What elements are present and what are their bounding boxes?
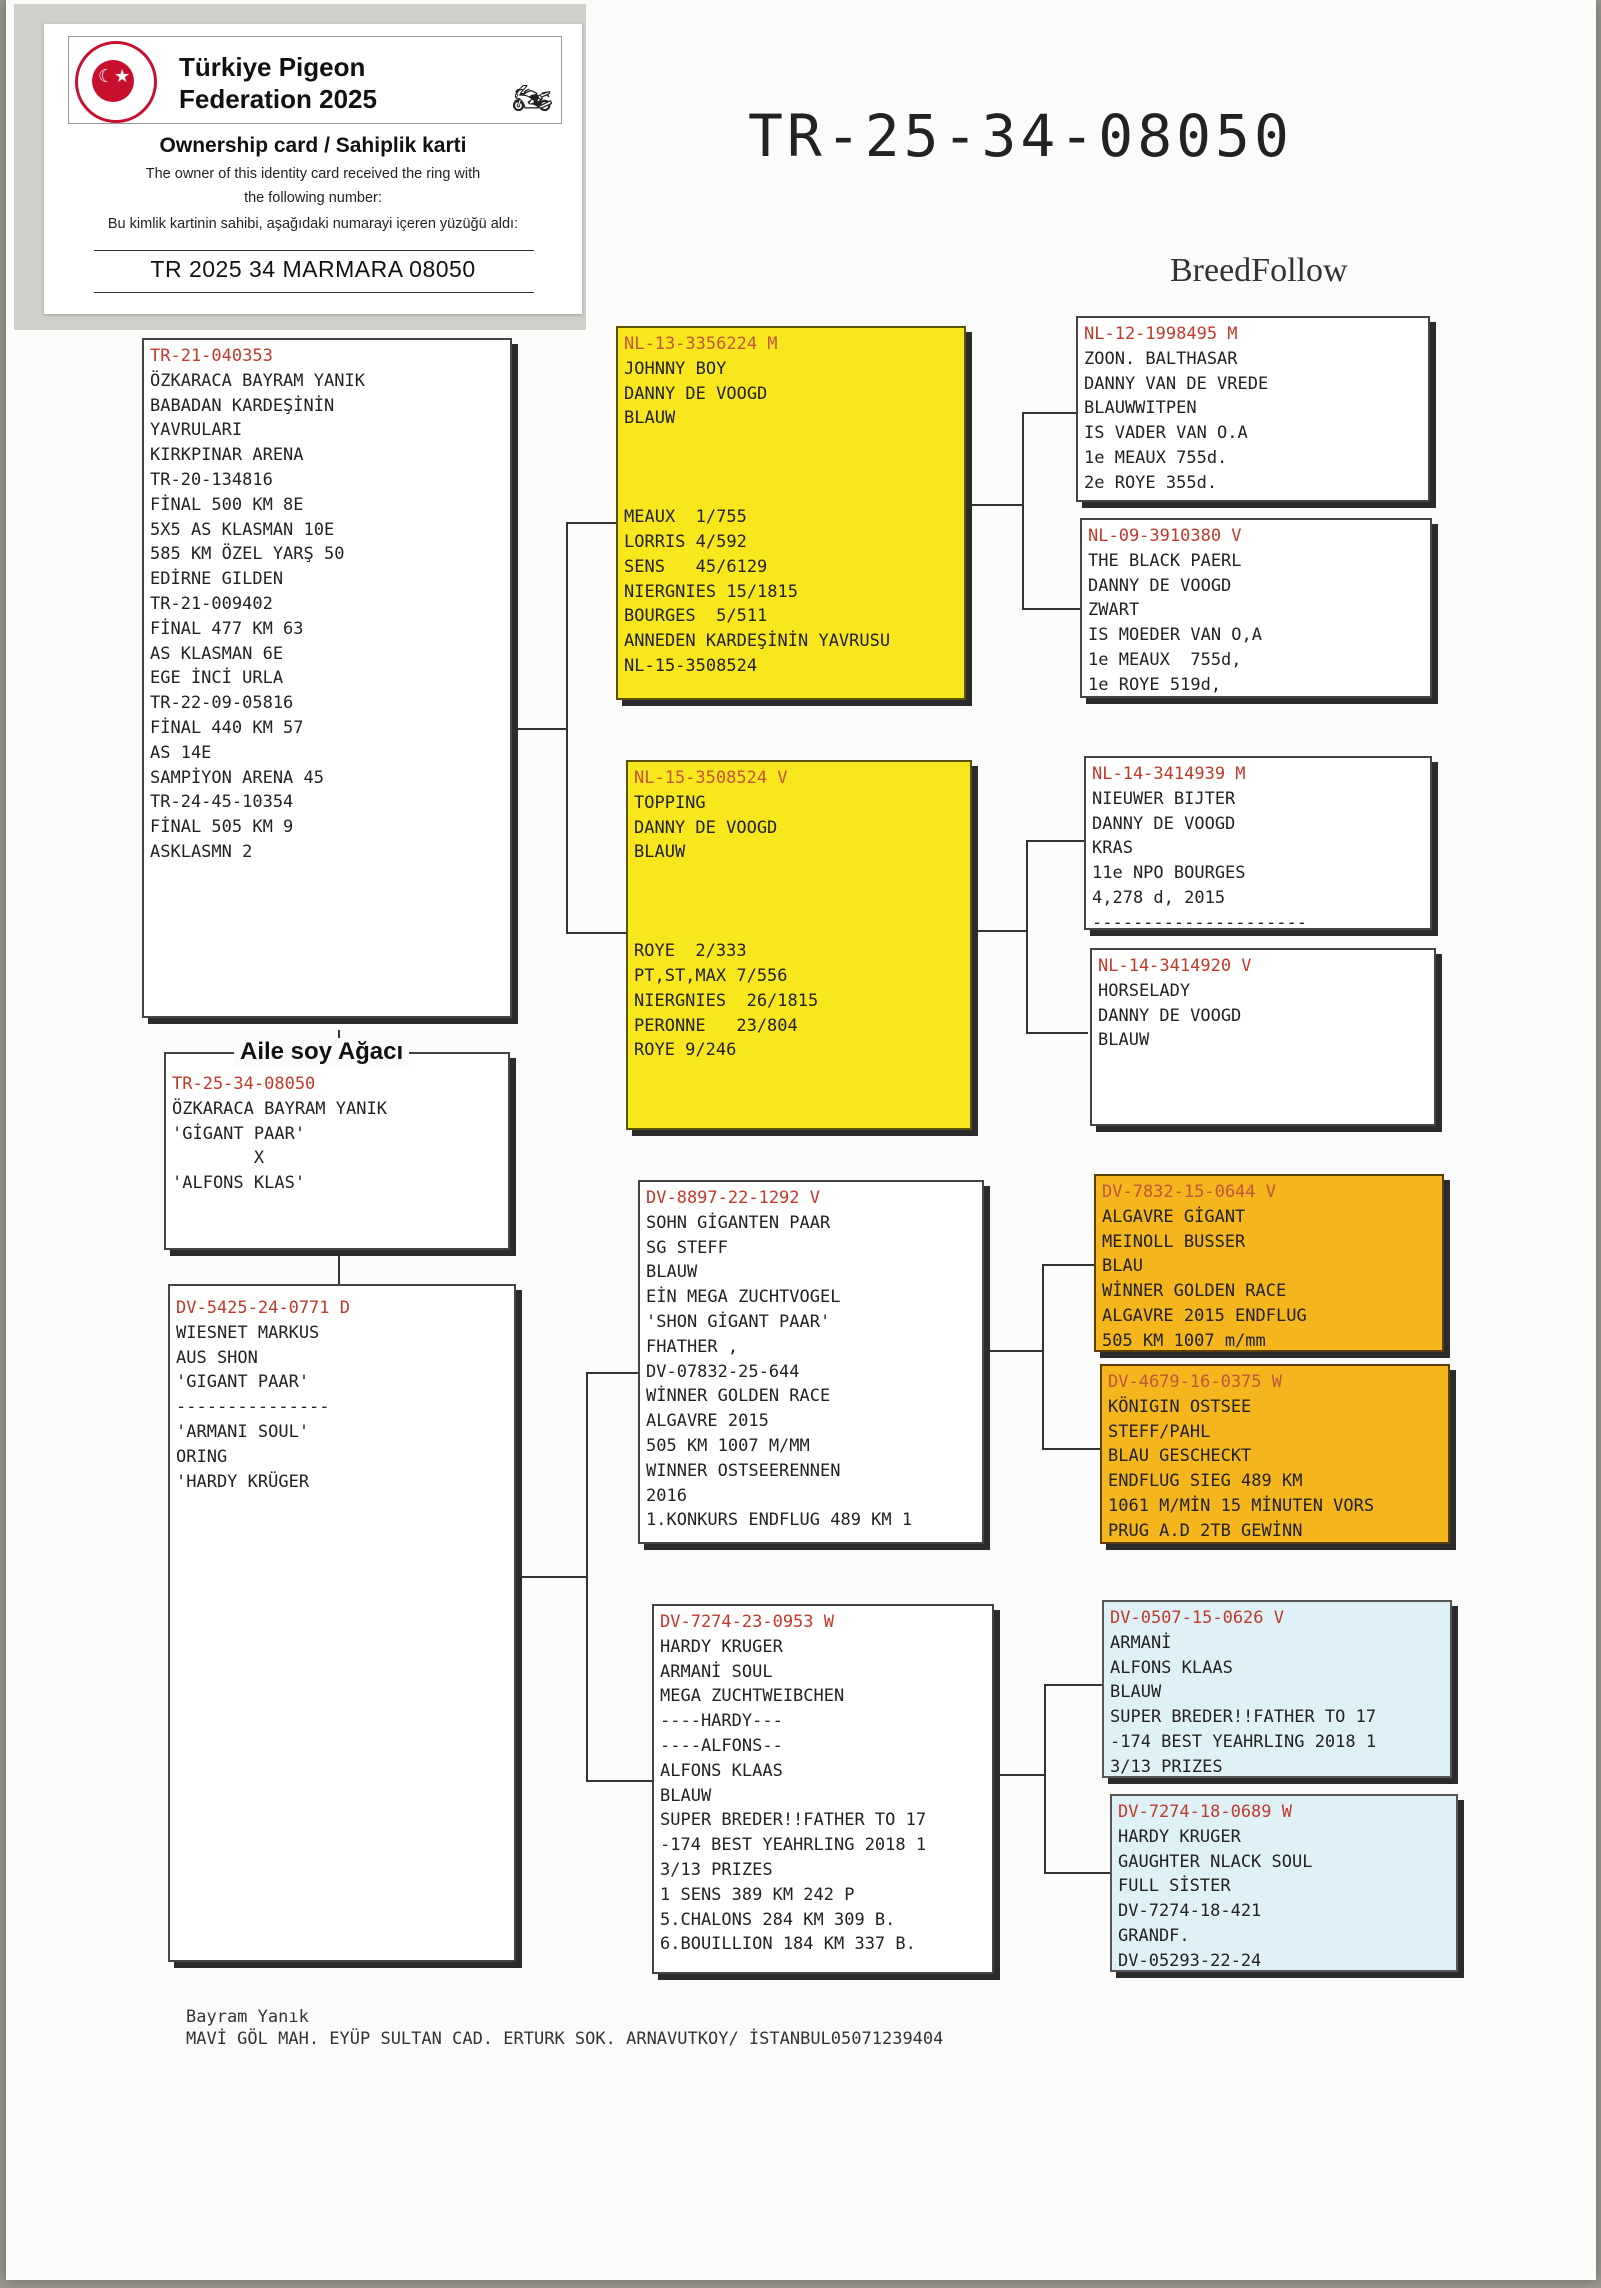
info-line: 5X5 AS KLASMAN 10E bbox=[150, 519, 335, 540]
info-line: ENDFLUG SIEG 489 KM bbox=[1108, 1471, 1303, 1492]
dss-box bbox=[1094, 1174, 1444, 1352]
info-line: 1061 M/MİN 15 MİNUTEN VORS bbox=[1108, 1495, 1375, 1516]
ssd-box bbox=[1080, 518, 1432, 698]
result-line: PT,ST,MAX 7/556 bbox=[634, 965, 788, 986]
info-line: WINNER OSTSEERENNEN bbox=[646, 1460, 841, 1481]
info-line: DANNY VAN DE VREDE bbox=[1084, 373, 1269, 394]
info-line: 'SHON GİGANT PAAR' bbox=[646, 1311, 831, 1332]
info-line: 1 SENS 389 KM 242 P bbox=[660, 1884, 855, 1905]
info-line: SG STEFF bbox=[646, 1237, 728, 1258]
info-line: ARMANİ bbox=[1110, 1632, 1172, 1653]
result-line: NL-15-3508524 bbox=[624, 655, 758, 676]
info-line: YAVRULARI bbox=[150, 420, 243, 441]
info-line: 505 KM 1007 m/mm bbox=[1102, 1330, 1266, 1351]
motorbike-icon: 🏍 bbox=[512, 79, 553, 117]
info-line: DV-07832-25-644 bbox=[646, 1361, 800, 1382]
info-line: 1e ROYE 519d, bbox=[1088, 674, 1222, 695]
info-line: WİNNER GOLDEN RACE bbox=[646, 1386, 831, 1407]
info-line: 11e NPO BOURGES bbox=[1092, 863, 1246, 884]
info-line: TOPPING bbox=[634, 792, 706, 813]
info-line: EİN MEGA ZUCHTVOGEL bbox=[646, 1287, 841, 1308]
info-line: ASKLASMN 2 bbox=[150, 841, 253, 862]
info-line: TR-24-45-10354 bbox=[150, 792, 294, 813]
ownership-card bbox=[44, 24, 582, 314]
info-line: DANNY DE VOOGD bbox=[634, 817, 778, 838]
info-line: NIEUWER BIJTER bbox=[1092, 788, 1236, 809]
sss-box bbox=[1076, 316, 1430, 502]
result-line: SENS 45/6129 bbox=[624, 556, 768, 577]
info-line: MEGA ZUCHTWEIBCHEN bbox=[660, 1686, 845, 1707]
info-line: 505 KM 1007 M/MM bbox=[646, 1435, 810, 1456]
ownership-card-frame bbox=[14, 4, 586, 330]
info-line: MEINOLL BUSSER bbox=[1102, 1231, 1246, 1252]
info-line: ----HARDY--- bbox=[660, 1711, 783, 1732]
sire-dam-box bbox=[626, 760, 972, 1130]
spacer bbox=[624, 431, 958, 505]
info-line: 2e ROYE 355d. bbox=[1084, 472, 1218, 493]
info-line: AS 14E bbox=[150, 742, 212, 763]
result-line: PERONNE 23/804 bbox=[634, 1015, 798, 1036]
info-line: BLAUW bbox=[1110, 1682, 1162, 1703]
card-rule-bottom bbox=[94, 292, 534, 293]
info-line: 2016 bbox=[646, 1485, 687, 1506]
info-line: ÖZKARACA BAYRAM YANIK bbox=[150, 370, 365, 391]
info-line: DANNY DE VOOGD bbox=[1092, 813, 1236, 834]
info-line: ZWART bbox=[1088, 600, 1140, 621]
card-text-en-1: The owner of this identity card received the ring with bbox=[145, 166, 481, 182]
info-line: 3/13 PRIZES bbox=[660, 1859, 773, 1880]
info-line: STEFF/PAHL bbox=[1108, 1421, 1211, 1442]
result-line: ANNEDEN KARDEŞİNİN YAVRUSU bbox=[624, 631, 891, 652]
info-line: 6.BOUILLION 184 KM 337 B. bbox=[660, 1934, 916, 1955]
info-line: BLAUWWITPEN bbox=[1084, 398, 1197, 419]
result-line: ROYE 9/246 bbox=[634, 1040, 737, 1061]
info-line: 'HARDY KRÜGER bbox=[176, 1471, 310, 1492]
ring-number: NL-13-3356224 M bbox=[624, 334, 778, 354]
info-line: AUS SHON bbox=[176, 1347, 258, 1368]
info-line: IS MOEDER VAN O,A bbox=[1088, 625, 1262, 646]
info-line: BLAUW bbox=[1098, 1030, 1150, 1051]
info-line: -174 BEST YEAHRLING 2018 1 bbox=[660, 1835, 927, 1856]
info-line: 'ARMANI SOUL' bbox=[176, 1421, 310, 1442]
info-line: DV-05293-22-24 bbox=[1118, 1950, 1262, 1971]
info-line: DV-7274-18-421 bbox=[1118, 1901, 1262, 1922]
info-line: BLAUW bbox=[624, 408, 676, 429]
ring-number: NL-12-1998495 M bbox=[1084, 324, 1238, 344]
info-line: HORSELADY bbox=[1098, 980, 1191, 1001]
info-line: X bbox=[172, 1148, 265, 1169]
info-line: -174 BEST YEAHRLING 2018 1 bbox=[1110, 1731, 1377, 1752]
info-line: FHATHER , bbox=[646, 1336, 739, 1357]
info-line: BLAUW bbox=[634, 842, 686, 863]
ring-number: NL-15-3508524 V bbox=[634, 768, 788, 788]
info-line: KRAS bbox=[1092, 838, 1133, 859]
info-line: FULL SİSTER bbox=[1118, 1876, 1231, 1897]
result-line: LORRIS 4/592 bbox=[624, 531, 747, 552]
ring-number: DV-5425-24-0771 D bbox=[176, 1298, 350, 1318]
sire-sire-box bbox=[616, 326, 966, 700]
result-line: NIERGNIES 15/1815 bbox=[624, 581, 798, 602]
ddd-box bbox=[1110, 1794, 1458, 1972]
federation-title bbox=[179, 51, 377, 115]
ring-number: DV-0507-15-0626 V bbox=[1110, 1608, 1284, 1628]
info-line: WIESNET MARKUS bbox=[176, 1322, 320, 1343]
result-line: ROYE 2/333 bbox=[634, 941, 747, 962]
ring-number-title: TR-25-34-08050 bbox=[748, 102, 1293, 170]
info-line: AS KLASMAN 6E bbox=[150, 643, 284, 664]
info-line: DANNY DE VOOGD bbox=[1088, 575, 1232, 596]
info-line: BLAU bbox=[1102, 1256, 1143, 1277]
info-line: WİNNER GOLDEN RACE bbox=[1102, 1281, 1287, 1302]
info-line: SAMPİYON ARENA 45 bbox=[150, 767, 324, 788]
dsd-box bbox=[1100, 1364, 1450, 1544]
dam-info-box bbox=[168, 1284, 516, 1962]
federation-logo-icon bbox=[75, 41, 157, 123]
info-line: JOHNNY BOY bbox=[624, 358, 727, 379]
ring-number: DV-7274-23-0953 W bbox=[660, 1612, 834, 1632]
card-text-en-2: the following number: bbox=[244, 190, 382, 206]
info-line: --------------- bbox=[176, 1397, 330, 1418]
ring-number: NL-09-3910380 V bbox=[1088, 526, 1242, 546]
info-line: ORING bbox=[176, 1446, 228, 1467]
dam-sire-box bbox=[638, 1180, 984, 1544]
info-line: 1.KONKURS ENDFLUG 489 KM 1 bbox=[646, 1510, 913, 1531]
info-line: HARDY KRUGER bbox=[1118, 1826, 1241, 1847]
info-line: --------------------- bbox=[1092, 912, 1307, 930]
info-line: GAUGHTER NLACK SOUL bbox=[1118, 1851, 1313, 1872]
info-line: SOHN GİGANTEN PAAR bbox=[646, 1212, 831, 1233]
info-line: FİNAL 440 KM 57 bbox=[150, 717, 304, 738]
sds-box bbox=[1084, 756, 1432, 930]
info-line: DANNY DE VOOGD bbox=[624, 383, 768, 404]
info-line: ALGAVRE 2015 bbox=[646, 1411, 769, 1432]
info-line: 585 KM ÖZEL YARŞ 50 bbox=[150, 544, 345, 565]
card-ring-number: TR 2025 34 MARMARA 08050 bbox=[150, 256, 476, 282]
info-line: KIRKPINAR ARENA bbox=[150, 445, 304, 466]
info-line: GRANDF. bbox=[1118, 1925, 1190, 1946]
result-line: BOURGES 5/511 bbox=[624, 606, 768, 627]
info-line: FİNAL 477 KM 63 bbox=[150, 618, 304, 639]
info-line: IS VADER VAN O.A bbox=[1084, 423, 1248, 444]
info-line: ALGAVRE 2015 ENDFLUG bbox=[1102, 1305, 1307, 1326]
breeder-footer bbox=[186, 2006, 943, 2050]
federation-title-line2: Federation 2025 bbox=[179, 84, 377, 114]
federation-title-line1: Türkiye Pigeon bbox=[179, 52, 366, 82]
result-line: MEAUX 1/755 bbox=[624, 507, 747, 528]
ring-number: DV-8897-22-1292 V bbox=[646, 1188, 820, 1208]
info-line: 1e MEAUX 755d, bbox=[1088, 649, 1242, 670]
info-line: BLAUW bbox=[646, 1262, 698, 1283]
ring-number: DV-7832-15-0644 V bbox=[1102, 1182, 1276, 1202]
info-line: 1e MEAUX 755d. bbox=[1084, 447, 1228, 468]
family-tree-label: Aile soy Ağacı bbox=[234, 1038, 409, 1066]
sdd-box bbox=[1090, 948, 1436, 1126]
federation-header bbox=[68, 36, 562, 124]
sire-info-box bbox=[142, 338, 512, 1018]
info-line: ALFONS KLAAS bbox=[1110, 1657, 1233, 1678]
info-line: BABADAN KARDEŞİNİN bbox=[150, 395, 335, 416]
info-line: SUPER BREDER!!FATHER TO 17 bbox=[1110, 1707, 1377, 1728]
info-line: FİNAL 505 KM 9 bbox=[150, 817, 294, 838]
result-line: NIERGNIES 26/1815 bbox=[634, 990, 819, 1011]
info-line: TR-20-134816 bbox=[150, 469, 273, 490]
info-line: ÖZKARACA BAYRAM YANIK bbox=[172, 1098, 387, 1119]
info-line: 'GİGANT PAAR' bbox=[172, 1123, 306, 1144]
info-line: EGE İNCİ URLA bbox=[150, 668, 284, 689]
info-line: ALGAVRE GİGANT bbox=[1102, 1206, 1246, 1227]
subject-box bbox=[164, 1052, 510, 1250]
info-line: KÖNIGIN OSTSEE bbox=[1108, 1396, 1252, 1417]
info-line: 'GIGANT PAAR' bbox=[176, 1372, 310, 1393]
ring-number: TR-21-040353 bbox=[150, 346, 273, 366]
brand-logo: BreedFollow bbox=[1170, 252, 1348, 289]
info-line: PRUG A.D 2TB GEWİNN bbox=[1108, 1520, 1303, 1541]
info-line: 3/13 PRIZES bbox=[1110, 1756, 1223, 1777]
dam-dam-box bbox=[652, 1604, 994, 1974]
ring-number: NL-14-3414939 M bbox=[1092, 764, 1246, 784]
info-line: TR-21-009402 bbox=[150, 593, 273, 614]
card-text-tr: Bu kimlik kartinin sahibi, aşağıdaki numarayi içeren yüzüğü aldı: bbox=[107, 216, 519, 232]
ring-number: DV-4679-16-0375 W bbox=[1108, 1372, 1282, 1392]
card-subtitle: Ownership card / Sahiplik karti bbox=[159, 134, 467, 157]
info-line: ----ALFONS-- bbox=[660, 1735, 783, 1756]
info-line: BLAUW bbox=[660, 1785, 712, 1806]
card-rule-top bbox=[94, 250, 534, 251]
info-line: THE BLACK PAERL bbox=[1088, 550, 1242, 571]
ring-number: TR-25-34-08050 bbox=[172, 1074, 316, 1094]
info-line: 'ALFONS KLAS' bbox=[172, 1173, 306, 1194]
breeder-name: Bayram Yanık bbox=[186, 2007, 309, 2027]
ring-number: DV-7274-18-0689 W bbox=[1118, 1802, 1292, 1822]
info-line: EDİRNE GILDEN bbox=[150, 569, 284, 590]
info-line: HARDY KRUGER bbox=[660, 1636, 783, 1657]
info-line: BLAU GESCHECKT bbox=[1108, 1446, 1252, 1467]
info-line: TR-22-09-05816 bbox=[150, 693, 294, 714]
dds-box bbox=[1102, 1600, 1452, 1778]
breeder-address: MAVİ GÖL MAH. EYÜP SULTAN CAD. ERTURK SOK. ARNAVUTKOY/ İSTANBUL05071239404 bbox=[186, 2029, 944, 2049]
info-line: 5.CHALONS 284 KM 309 B. bbox=[660, 1909, 896, 1930]
info-line: FİNAL 500 KM 8E bbox=[150, 494, 304, 515]
info-line: 4,278 d, 2015 bbox=[1092, 887, 1226, 908]
info-line: SUPER BREDER!!FATHER TO 17 bbox=[660, 1810, 927, 1831]
ring-number: NL-14-3414920 V bbox=[1098, 956, 1252, 976]
info-line: DANNY DE VOOGD bbox=[1098, 1005, 1242, 1026]
info-line: ALFONS KLAAS bbox=[660, 1760, 783, 1781]
info-line: ZOON. BALTHASAR bbox=[1084, 348, 1238, 369]
spacer bbox=[634, 865, 964, 939]
info-line: ARMANİ SOUL bbox=[660, 1661, 773, 1682]
